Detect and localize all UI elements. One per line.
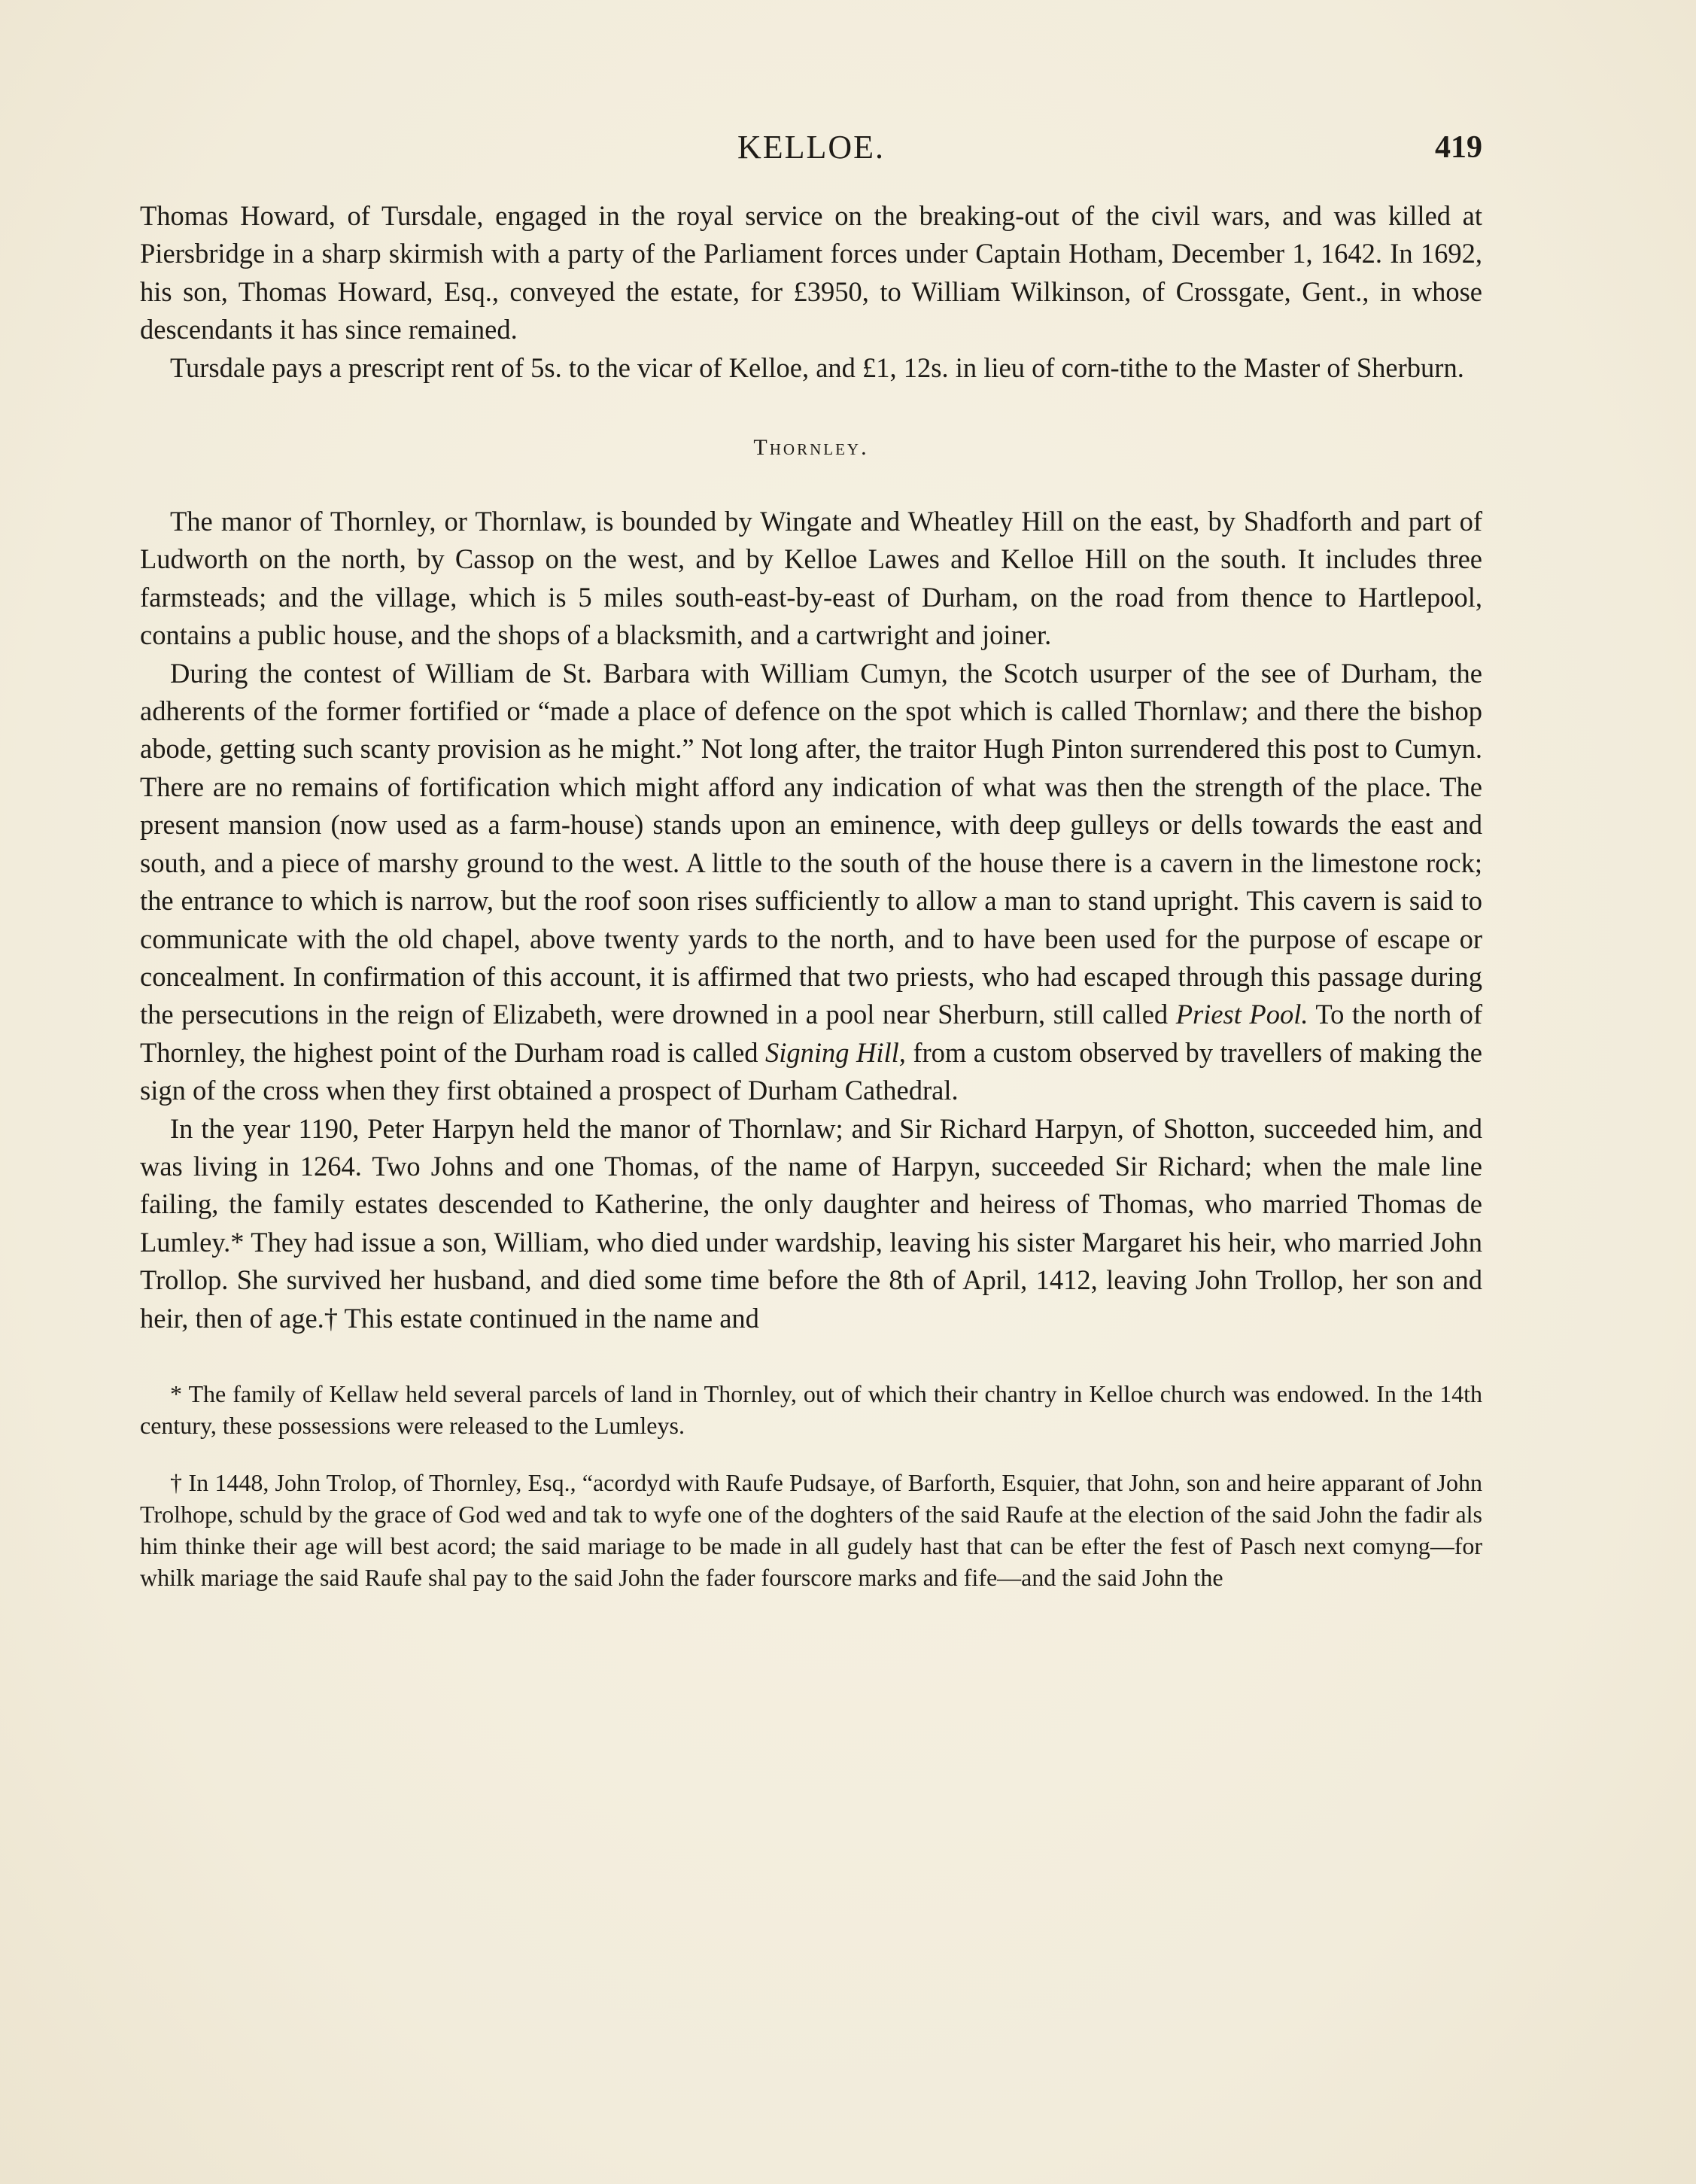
paragraph-harpyn-lineage: In the year 1190, Peter Harpyn held the manor of Thornlaw; and Sir Richard Harpyn, of Shotton, succeeded him, and was living in 1264. Two Johns and one Thomas, of the name of Harpyn, succeeded Sir Richard; when the male line failing, the family estates descended to Katherine, the only daughter and heiress of Thomas, who married Thomas de Lumley.* They had issue a son, William, who died under wardship, leaving his sister Margaret his heir, who married John Trollop. She survived her husband, and died some time before the 8th of April, 1412, leaving John Trollop, her son and heir, then of age.† This estate continued in the name and [140,1112,1482,1334]
running-title: KELLOE. [737,129,886,166]
history-text-part-2: To the north of Thornley, the highest point of the Durham road is called [140,999,1483,1068]
paragraph-howard: Thomas Howard, of Tursdale, engaged in the royal service on the breaking-out of the civil wars, and was killed at Piersbridge in a sharp skirmish with a party of the Parliament forces under Captain Hotham, December 1, 1642. In 1692, his son, Thomas Howard, Esq., conveyed the estate, for £3950, to William Wilkinson, of Crossgate, Gent., in whose descendants it has since remained. [140,200,1482,345]
paragraph-tursdale-rent: Tursdale pays a prescript rent of 5s. to the vicar of Kelloe, and £1, 12s. in lieu of corn-tithe to the Master of Sherburn. [170,351,1464,383]
footnote-kellaw: * The family of Kellaw held several parcels of land in Thornley, out of which their chantry in Kelloe church was endowed. In the 14th century, these possessions were released to the Lumleys. [140,1379,1482,1439]
paragraph-thornley-bounds: The manor of Thornley, or Thornlaw, is bounded by Wingate and Wheatley Hill on the east, by Shadforth and part of Ludworth on the north, by Cassop on the west, and by Kelloe Lawes and Kelloe Hill on the south. It includes three farmsteads; and the village, which is 5 miles south-east-by-east of Durham, on the road from thence to Hartlepool, contains a public house, and the shops of a blacksmith, and a cartwright and joiner. [140,506,1482,651]
page-content [140,197,1482,1593]
paragraph-thornley-history [140,655,1482,1110]
history-text-part-3: from a custom observed by travellers of making the sign of the cross when they first obtained a prospect of Durham Cathedral. [140,1036,1482,1106]
running-header [140,128,1482,173]
history-text-part-1: During the contest of William de St. Barbara with William Cumyn, the Scotch usurper of the see of Durham, the adherents of the former fortified or “made a place of defence on the spot which is called Thornlaw; and there the bishop abode, getting such scanty provision as he might.” Not long after, the traitor Hugh Pinton surrendered this post to Cumyn. There are no remains of fortification which might afford any indication of what was then the strength of the place. The present mansion (now used as a farm-house) stands upon an eminence, with deep gulleys or dells towards the east and south, and a piece of marshy ground to the west. A little to the south of the house there is a cavern in the limestone rock; the entrance to which is narrow, but the roof soon rises sufficiently to allow a man to stand upright. This cavern is said to communicate with the old chapel, above twenty yards to the north, and to have been used for the purpose of escape or concealment. In confirmation of this account, it is affirmed that two priests, who had escaped through this passage during the persecutions in the reign of Elizabeth, were drowned in a pool near Sherburn, still called [140,657,1482,1030]
section-heading-thornley: Thornley. [753,435,869,461]
footnote-trolop: † In 1448, John Trolop, of Thornley, Esq., “acordyd with Raufe Pudsaye, of Barforth, Esquier, that John, son and heire apparant of John Trolhope, schuld by the grace of God wed and tak to wyfe one of the doghters of the said Raufe at the election of the said John the fadir als him thinke their age will best acord; the said mariage to be made in all gudely hast that can be efter the fest of Pasch next comyng—for whilk mariage the said Raufe shal pay to the said John the fader fourscore marks and fife—and the said John the [140,1468,1482,1591]
footnotes [140,1378,1482,1593]
page-number: 419 [1435,130,1482,165]
priest-pool-italic: Priest Pool. [1175,999,1308,1030]
signing-hill-italic: Signing Hill, [764,1036,906,1068]
main-text [140,197,1482,1337]
